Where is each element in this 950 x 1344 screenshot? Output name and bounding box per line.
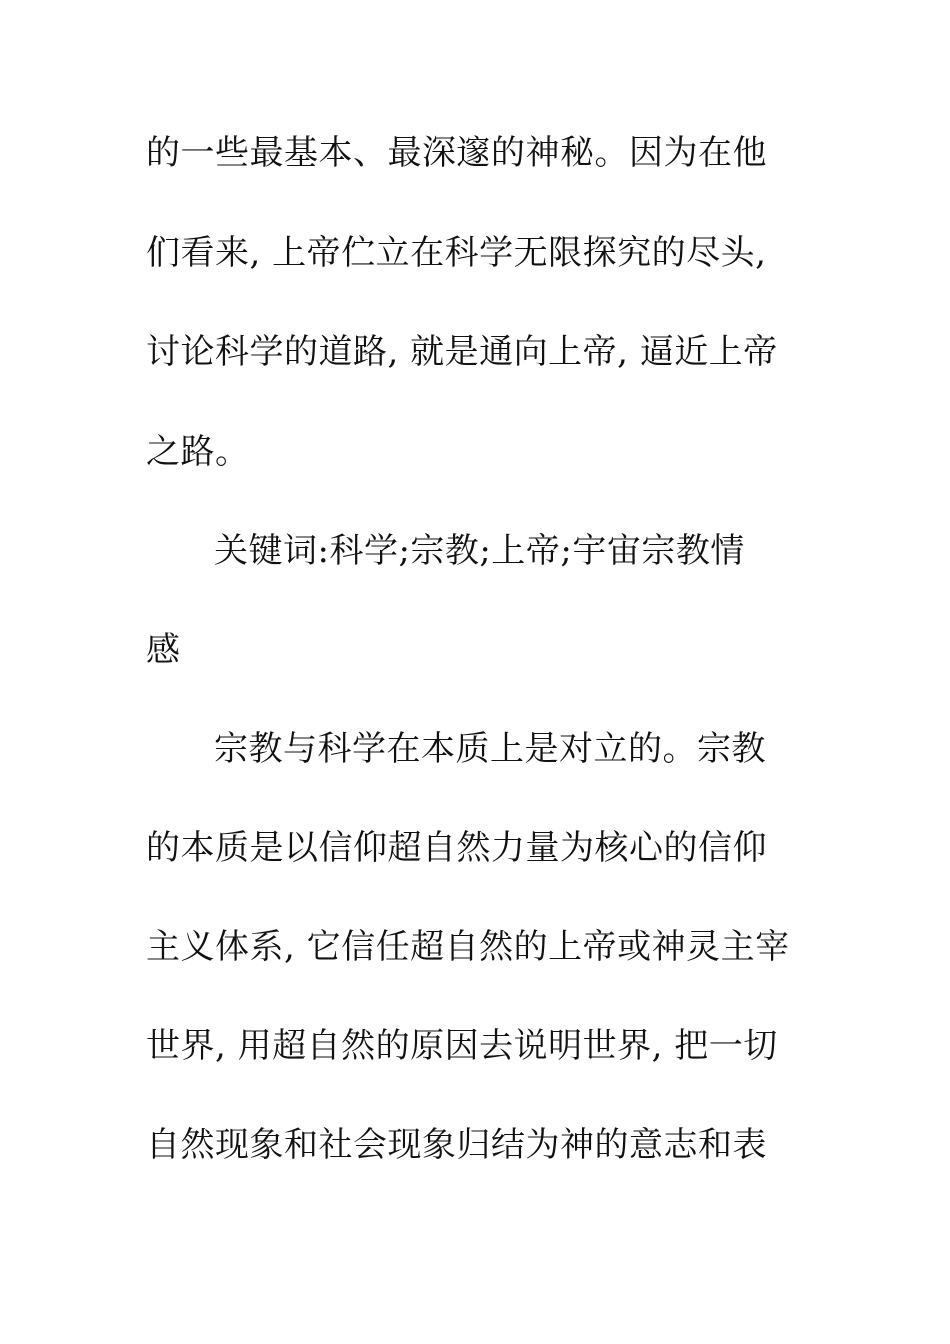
text-line: 之路。 <box>146 432 250 472</box>
text-line: 世界, 用超自然的原因去说明世界, 把一切 <box>146 1026 778 1066</box>
text-line: 们看来, 上帝伫立在科学无限探究的尽头, <box>146 233 767 273</box>
text-line: 讨论科学的道路, 就是通向上帝, 逼近上帝 <box>146 332 778 372</box>
text-line: 感 <box>146 630 181 670</box>
text-line: 的一些最基本、最深邃的神秘。因为在他 <box>146 133 767 173</box>
keywords-line: 关键词:科学;宗教;上帝;宇宙宗教情 <box>214 531 745 571</box>
text-line: 自然现象和社会现象归结为神的意志和表 <box>146 1125 767 1165</box>
text-line: 主义体系, 它信任超自然的上帝或神灵主宰 <box>146 927 790 967</box>
paragraph-first-line: 宗教与科学在本质上是对立的。宗教 <box>214 729 766 769</box>
text-line: 的本质是以信仰超自然力量为核心的信仰 <box>146 828 767 868</box>
